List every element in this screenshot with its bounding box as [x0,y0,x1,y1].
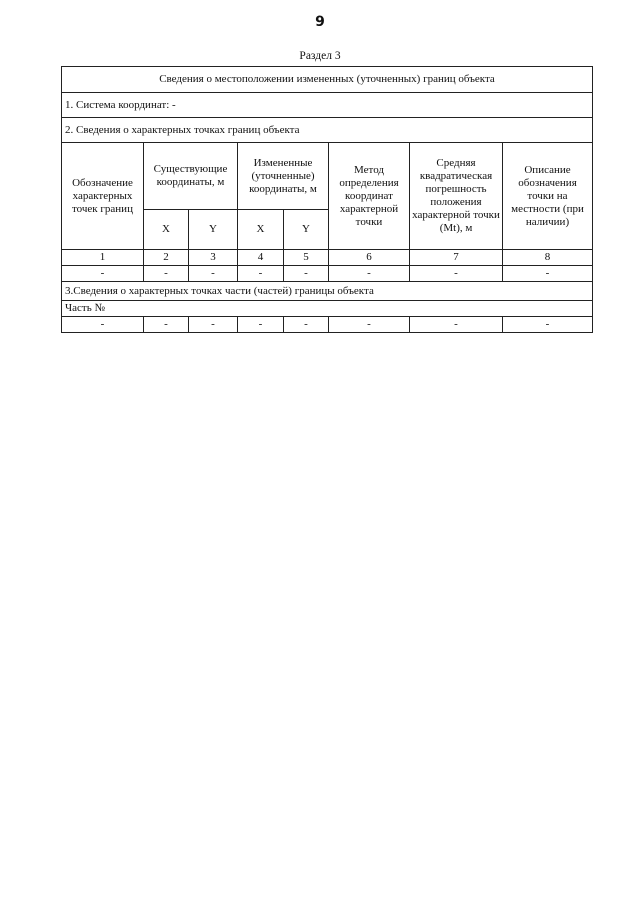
table-cell: - [410,317,503,333]
header-x-changed: X [238,210,284,250]
part-heading-row: 3.Сведения о характерных точках части (частей) границы объекта [62,282,593,301]
boundary-table [61,66,593,333]
header-y-changed: Y [284,210,329,250]
coord-system-row: 1. Система координат: - [62,93,593,118]
header-changed-coords: Измененные (уточненные) координаты, м [238,143,329,210]
column-number: 5 [284,250,329,266]
table-cell: - [238,317,284,333]
header-error: Средняя квадратическая погрешность положения характерной точки (Mt), м [410,143,503,250]
table-row [62,317,593,333]
column-number: 7 [410,250,503,266]
header-method: Метод определения координат характерной точки [329,143,410,250]
column-number: 1 [62,250,144,266]
table-row [62,266,593,282]
header-y-existing: Y [189,210,238,250]
column-number: 3 [189,250,238,266]
table-cell: - [329,266,410,282]
points-heading-row: 2. Сведения о характерных точках границ объекта [62,118,593,143]
column-number: 4 [238,250,284,266]
column-numbers-row [62,250,593,266]
header-x-existing: X [144,210,189,250]
table-cell: - [284,317,329,333]
column-number: 8 [503,250,593,266]
table-cell: - [410,266,503,282]
table-cell: - [144,266,189,282]
page-number: 9 [315,14,325,30]
table-cell: - [503,317,593,333]
table-cell: - [144,317,189,333]
table-cell: - [284,266,329,282]
table-cell: - [189,266,238,282]
table-cell: - [329,317,410,333]
table-cell: - [503,266,593,282]
section-title: Раздел 3 [299,50,341,62]
column-number: 6 [329,250,410,266]
column-number: 2 [144,250,189,266]
table-cell: - [189,317,238,333]
table-cell: - [62,266,144,282]
table-cell: - [238,266,284,282]
header-point-designation: Обозначение характерных точек границ [62,143,144,250]
part-label-row: Часть № [62,301,593,317]
header-description: Описание обозначения точки на местности (при наличии) [503,143,593,250]
table-caption: Сведения о местоположении измененных (уточненных) границ объекта [62,67,593,93]
header-existing-coords: Существующие координаты, м [144,143,238,210]
table-cell: - [62,317,144,333]
